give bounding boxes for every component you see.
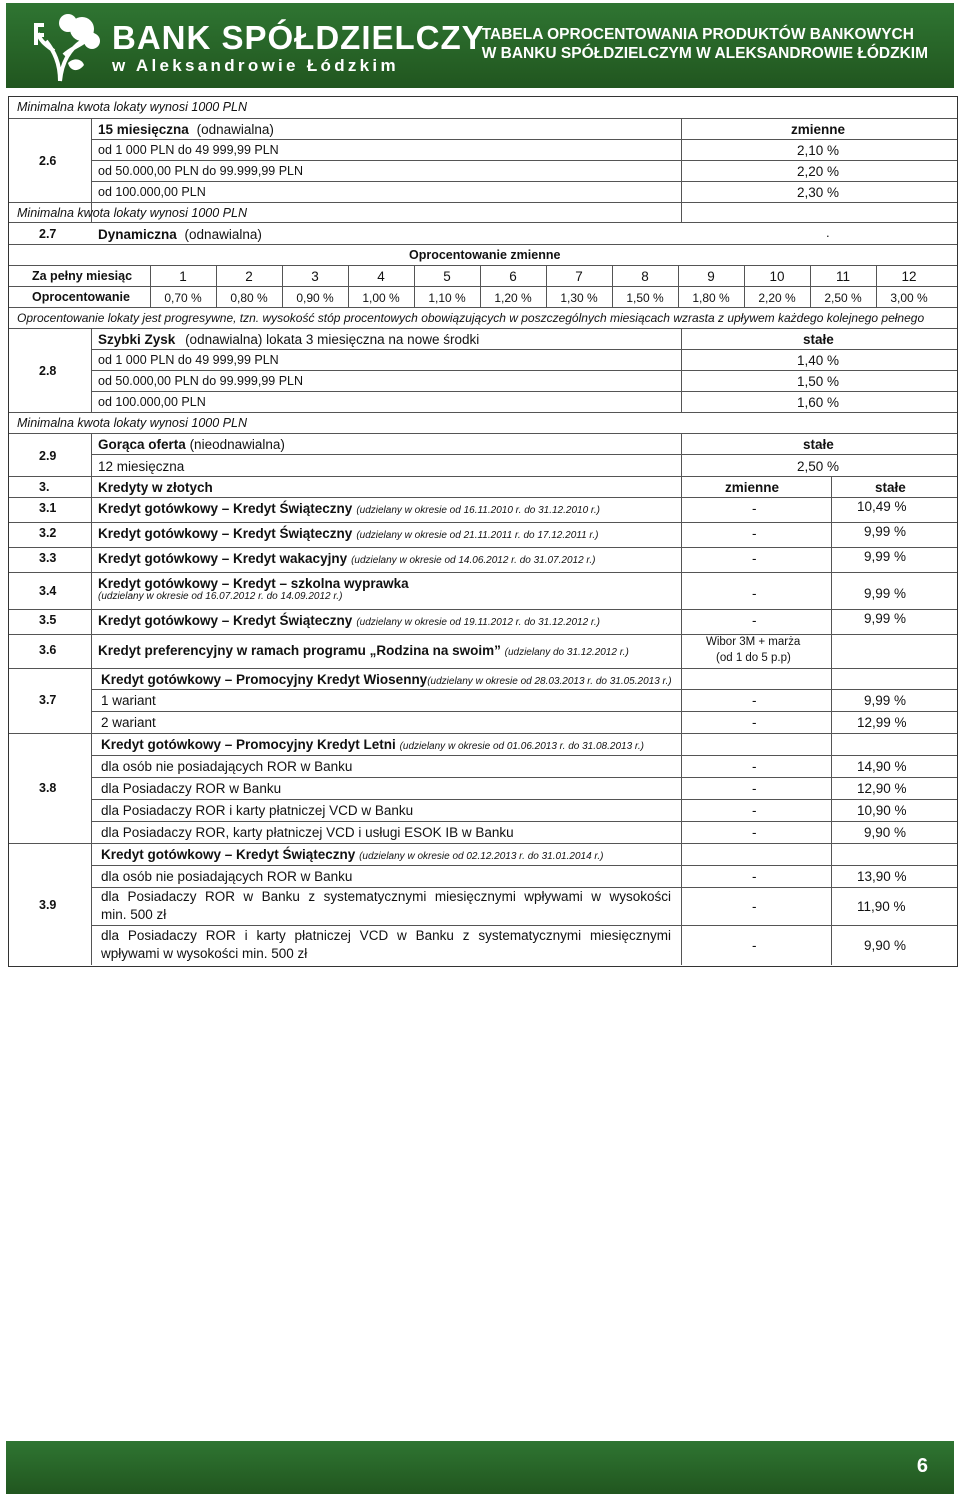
tier-label: dla Posiadaczy ROR, karty płatniczej VCD i usługi ESOK IB w Banku <box>101 825 514 840</box>
fixed-rate: 9,90 % <box>864 825 907 840</box>
credit-period: (udzielany do 31.12.2012 r.) <box>504 647 629 658</box>
month-row-label: Za pełny miesiąc <box>32 269 133 283</box>
variable-rate: - <box>752 825 757 840</box>
product-name: 15 miesięczna <box>98 122 189 137</box>
product-title <box>98 332 479 347</box>
row-divider <box>9 609 957 610</box>
amount-tier: od 100.000,00 PLN <box>98 395 206 409</box>
credit-title <box>101 672 672 687</box>
monthly-rate-cell: 1,20 % <box>494 291 532 305</box>
monthly-rate-cell: 1,00 % <box>362 291 400 305</box>
fixed-rate: 11,90 % <box>857 899 906 914</box>
variable-rate-line1: Wibor 3M + marża <box>706 636 801 648</box>
month-cell: 8 <box>641 269 649 284</box>
product-title <box>98 122 274 137</box>
row-divider <box>9 202 957 203</box>
product-desc: (odnawialna) lokata 3 miesięczna na nowe środki <box>185 332 480 347</box>
column-header-fixed: stałe <box>875 480 906 495</box>
product-name: Szybki Zysk <box>98 332 176 347</box>
credit-name: Kredyt gotówkowy – Promocyjny Kredyt Letni <box>101 737 396 752</box>
month-cell: 2 <box>245 269 253 284</box>
monthly-rate-cell: 1,10 % <box>428 291 466 305</box>
row-divider <box>9 733 957 734</box>
row-divider <box>9 547 957 548</box>
page-header <box>6 3 954 88</box>
row-divider <box>91 454 957 455</box>
row-divider <box>91 391 957 392</box>
row-divider <box>9 118 957 119</box>
product-name: Dynamiczna <box>98 227 177 242</box>
fixed-rate: 9,99 % <box>864 524 907 539</box>
section-number: 3.9 <box>39 898 57 912</box>
dot-mark: . <box>826 225 830 240</box>
tier-label: dla Posiadaczy ROR w Banku <box>101 781 282 796</box>
credit-name: Kredyt gotówkowy – Kredyt Świąteczny <box>98 501 353 516</box>
rate-value: 2,10 % <box>797 143 840 158</box>
month-cell: 3 <box>311 269 319 284</box>
row-divider <box>9 265 957 266</box>
row-divider <box>91 349 957 350</box>
variable-rate-line2: (od 1 do 5 p.p) <box>716 652 791 664</box>
row-divider <box>9 222 957 223</box>
month-cell: 9 <box>707 269 715 284</box>
row-divider <box>91 181 957 182</box>
variable-rate: - <box>752 938 757 953</box>
fixed-rate: 10,49 % <box>857 499 907 514</box>
rate-type-header: stałe <box>803 437 834 452</box>
product-type: (odnawialna) <box>196 122 274 137</box>
credit-name: Kredyt gotówkowy – Promocyjny Kredyt Wiosenny <box>101 672 428 687</box>
row-divider <box>91 821 957 822</box>
tree-logo-icon <box>24 11 102 83</box>
section-number: 3.7 <box>39 693 57 707</box>
amount-tier: od 1 000 PLN do 49 999,99 PLN <box>98 143 279 157</box>
row-divider <box>9 497 957 498</box>
credit-title <box>98 526 599 541</box>
product-type: (nieodnawialna) <box>189 437 285 452</box>
row-divider <box>9 307 957 308</box>
credit-name: Kredyt gotówkowy – Kredyt wakacyjny <box>98 551 348 566</box>
credit-title <box>101 737 644 752</box>
month-cell: 12 <box>901 269 917 284</box>
document-title <box>482 25 928 63</box>
section-number: 3.6 <box>39 643 57 657</box>
monthly-rate-cell: 2,20 % <box>758 291 796 305</box>
rate-value: 1,60 % <box>797 395 840 410</box>
column-divider <box>91 476 92 965</box>
credit-name: Kredyt gotówkowy – Kredyt Świąteczny <box>98 526 353 541</box>
variable-rate: - <box>752 613 757 628</box>
monthly-rate-cell: 0,70 % <box>164 291 202 305</box>
credit-period: (udzielany w okresie od 19.11.2012 r. do 31.12.2012 r.) <box>356 617 600 628</box>
rate-row-label: Oprocentowanie <box>32 290 130 304</box>
bank-city: w Aleksandrowie Łódzkim <box>112 56 399 75</box>
section-number: 3.8 <box>39 781 57 795</box>
variable-rate: - <box>752 715 757 730</box>
fixed-rate: 14,90 % <box>857 759 907 774</box>
variable-rate: - <box>752 551 757 566</box>
row-divider <box>9 668 957 669</box>
variable-rate: - <box>752 803 757 818</box>
amount-tier: od 1 000 PLN do 49 999,99 PLN <box>98 353 279 367</box>
row-divider <box>91 160 957 161</box>
monthly-rate-cell: 1,30 % <box>560 291 598 305</box>
bank-name: BANK SPÓŁDZIELCZY <box>112 19 485 56</box>
credit-period: (udzielany w okresie od 28.03.2013 r. do 31.05.2013 r.) <box>427 676 672 687</box>
section-number: 3.1 <box>39 501 57 515</box>
month-cell: 6 <box>509 269 517 284</box>
variable-rate: - <box>752 526 757 541</box>
min-amount-note: Minimalna kwota lokaty wynosi 1000 PLN <box>17 100 247 114</box>
variant-label: 1 wariant <box>101 693 156 708</box>
variable-rate: - <box>752 586 757 601</box>
product-type: (odnawialna) <box>184 227 262 242</box>
rate-type-header: stałe <box>803 332 834 347</box>
month-cell: 7 <box>575 269 583 284</box>
min-amount-note: Minimalna kwota lokaty wynosi 1000 PLN <box>17 416 247 430</box>
month-cell: 5 <box>443 269 451 284</box>
monthly-rate-cell: 0,80 % <box>230 291 268 305</box>
row-divider <box>91 799 957 800</box>
credit-period: (udzielany w okresie od 21.11.2011 r. do 17.12.2011 r.) <box>356 530 599 541</box>
rate-value: 1,40 % <box>797 353 840 368</box>
rates-table <box>8 96 958 967</box>
tier-label-line1: dla Posiadaczy ROR i karty płatniczej VCD w Banku z systematycznymi miesięcznymi <box>101 928 671 943</box>
fixed-rate: 9,99 % <box>864 549 907 564</box>
credit-name: Kredyt gotówkowy – Kredyt – szkolna wyprawka <box>98 576 409 591</box>
credit-title <box>98 643 629 658</box>
row-divider <box>91 370 957 371</box>
product-title <box>98 437 285 452</box>
fixed-rate: 9,99 % <box>864 586 907 601</box>
column-divider <box>681 476 682 965</box>
page-number: 6 <box>916 1455 928 1477</box>
variable-rate: - <box>752 781 757 796</box>
row-divider <box>91 887 957 888</box>
row-divider <box>91 689 957 690</box>
credit-period: (udzielany w okresie od 16.07.2012 r. do 14.09.2012 r.) <box>98 591 343 602</box>
row-divider <box>91 139 957 140</box>
credit-name: Kredyt gotówkowy – Kredyt Świąteczny <box>98 613 353 628</box>
rate-value: 2,30 % <box>797 185 840 200</box>
month-cell: 11 <box>835 269 850 284</box>
section-number: 3.3 <box>39 551 57 565</box>
row-divider <box>9 476 957 477</box>
credit-period: (udzielany w okresie od 02.12.2013 r. do 31.01.2014 r.) <box>359 851 604 862</box>
monthly-rate-cell: 1,50 % <box>626 291 664 305</box>
rate-value: 2,50 % <box>797 459 840 474</box>
column-header-variable: zmienne <box>725 480 780 495</box>
row-divider <box>9 433 957 434</box>
tier-label-line2: wpływami w wysokości min. 500 zł <box>101 946 308 961</box>
row-divider <box>91 755 957 756</box>
min-amount-note: Minimalna kwota lokaty wynosi 1000 PLN <box>17 206 247 220</box>
credit-title <box>98 551 596 566</box>
row-divider <box>9 412 957 413</box>
product-title <box>98 227 262 242</box>
variable-rate: - <box>752 899 757 914</box>
row-divider <box>9 244 957 245</box>
tier-label: dla osób nie posiadających ROR w Banku <box>101 759 353 774</box>
tier-label-line2: min. 500 zł <box>101 907 167 922</box>
variable-rate: - <box>752 759 757 774</box>
credit-title <box>98 576 409 602</box>
row-divider <box>91 777 957 778</box>
row-divider <box>91 865 957 866</box>
row-divider <box>91 711 957 712</box>
rate-value: 1,50 % <box>797 374 840 389</box>
fixed-rate: 9,99 % <box>864 693 907 708</box>
fixed-rate: 12,90 % <box>857 781 907 796</box>
product-name: Gorąca oferta <box>98 437 186 452</box>
rate-caption: Oprocentowanie zmienne <box>409 248 561 262</box>
tier-label: dla osób nie posiadających ROR w Banku <box>101 869 353 884</box>
section-number: 2.8 <box>39 364 57 378</box>
section-number: 3.4 <box>39 584 57 598</box>
monthly-rate-cell: 3,00 % <box>890 291 928 305</box>
row-divider <box>9 328 957 329</box>
section-number: 2.6 <box>39 154 57 168</box>
row-divider <box>9 522 957 523</box>
variable-rate: - <box>752 869 757 884</box>
section-title: Kredyty w złotych <box>98 480 213 495</box>
amount-tier: od 50.000,00 PLN do 99.999,99 PLN <box>98 374 304 388</box>
section-number: 3. <box>39 480 50 494</box>
monthly-rate-cell: 1,80 % <box>692 291 730 305</box>
row-divider <box>9 286 957 287</box>
credit-period: (udzielany w okresie od 01.06.2013 r. do 31.08.2013 r.) <box>399 741 644 752</box>
document-title-line2: W BANKU SPÓŁDZIELCZYM W ALEKSANDROWIE ŁÓDZKIM <box>481 45 928 62</box>
progressive-note: Oprocentowanie lokaty jest progresywne, tzn. wysokość stóp procentowych obowiązujących w poszczególnych miesiącach wzrasta z upływem każdego kolejnego pełnego <box>17 311 925 325</box>
row-divider <box>9 634 957 635</box>
month-cell: 10 <box>769 269 785 284</box>
section-number: 2.7 <box>39 227 57 241</box>
variable-rate: - <box>752 693 757 708</box>
amount-tier: od 100.000,00 PLN <box>98 185 206 199</box>
row-divider <box>9 843 957 844</box>
document-title-line1: TABELA OPROCENTOWANIA PRODUKTÓW BANKOWYCH <box>481 26 914 43</box>
rate-type-header: zmienne <box>791 122 846 137</box>
credit-period: (udzielany w okresie od 16.11.2010 r. do 31.12.2010 r.) <box>356 505 600 516</box>
credit-title <box>98 613 600 628</box>
credit-name: Kredyt gotówkowy – Kredyt Świąteczny <box>101 847 356 862</box>
fixed-rate: 9,90 % <box>864 938 907 953</box>
row-divider <box>9 572 957 573</box>
section-number: 2.9 <box>39 449 57 463</box>
variant-label: 2 wariant <box>101 715 156 730</box>
fixed-rate: 9,99 % <box>864 611 907 626</box>
page-footer <box>6 1441 954 1494</box>
rate-value: 2,20 % <box>797 164 840 179</box>
term-label: 12 miesięczna <box>98 459 185 474</box>
amount-tier: od 50.000,00 PLN do 99.999,99 PLN <box>98 164 304 178</box>
month-cell: 4 <box>377 269 385 284</box>
fixed-rate: 13,90 % <box>857 869 907 884</box>
monthly-rate-cell: 2,50 % <box>824 291 862 305</box>
column-divider <box>681 118 682 222</box>
tier-label: dla Posiadaczy ROR i karty płatniczej VCD w Banku <box>101 803 414 818</box>
column-divider <box>831 476 832 965</box>
month-cell: 1 <box>179 269 187 284</box>
credit-title <box>98 501 600 516</box>
section-number: 3.2 <box>39 526 57 540</box>
tier-label-line1: dla Posiadaczy ROR w Banku z systematycznymi miesięcznymi wpływami w wysokości <box>101 889 671 904</box>
monthly-rate-cell: 0,90 % <box>296 291 334 305</box>
credit-name: Kredyt preferencyjny w ramach programu „Rodzina na swoim” <box>98 643 501 658</box>
fixed-rate: 12,99 % <box>857 715 907 730</box>
fixed-rate: 10,90 % <box>857 803 907 818</box>
credit-title <box>101 847 604 862</box>
row-divider <box>91 925 957 926</box>
section-number: 3.5 <box>39 613 57 627</box>
credit-period: (udzielany w okresie od 14.06.2012 r. do 31.07.2012 r.) <box>351 555 596 566</box>
variable-rate: - <box>752 501 757 516</box>
